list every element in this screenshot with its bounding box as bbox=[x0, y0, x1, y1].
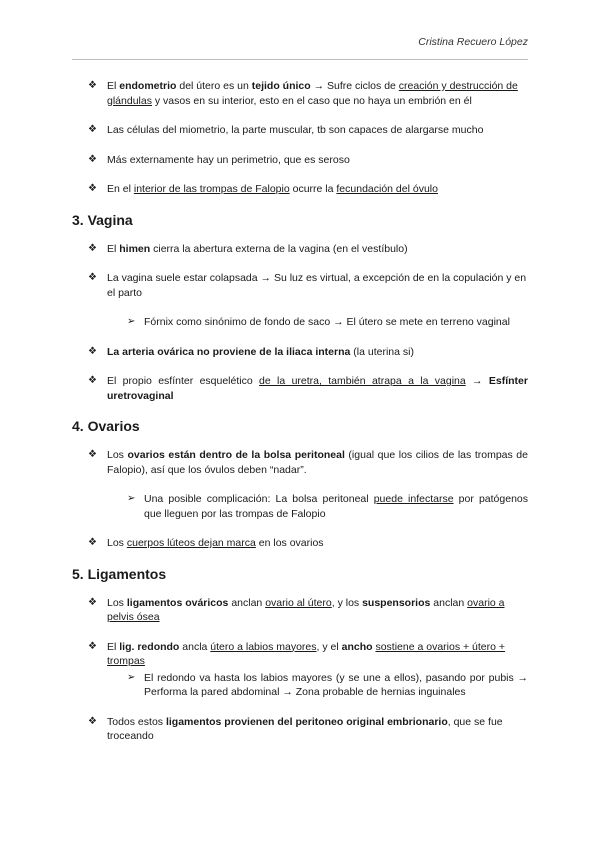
diamond-bullet-icon: ❖ bbox=[88, 449, 97, 460]
sub-list-item: ➢ Una posible complicación: La bolsa peritoneal puede infectarse por patógenos que lleguen por las trompas de Falopio bbox=[127, 493, 529, 520]
diamond-bullet-icon: ❖ bbox=[88, 537, 97, 548]
diamond-bullet-icon: ❖ bbox=[88, 345, 97, 357]
list-item: ❖ El himen cierra la abertura externa de la vagina (en el vestíbulo) bbox=[88, 242, 408, 255]
arrow-bullet-icon: ➢ bbox=[127, 493, 136, 504]
list-item: ❖ En el interior de las trompas de Falopio ocurre la fecundación del óvulo bbox=[88, 183, 438, 195]
list-item: ❖ Los ligamentos ováricos anclan ovario al útero, y los suspensorios anclan ovario a pelvis ósea bbox=[88, 596, 505, 623]
header-author: Cristina Recuero López bbox=[418, 36, 528, 48]
diamond-bullet-icon: ❖ bbox=[88, 375, 97, 386]
diamond-bullet-icon: ❖ bbox=[88, 596, 97, 608]
diamond-bullet-icon: ❖ bbox=[88, 715, 97, 727]
list-item: ❖ Los ovarios están dentro de la bolsa peritoneal (igual que los cilios de las trompas de Falopio), así que los óvulos deben “nadar”. bbox=[88, 449, 528, 476]
section-heading-ovarios: 4. Ovarios bbox=[72, 418, 140, 434]
list-item: ❖ Las células del miometrio, la parte muscular, tb son capaces de alargarse mucho bbox=[88, 124, 484, 136]
list-item: ❖ Todos estos ligamentos provienen del peritoneo original embrionario, que se fue troceando bbox=[88, 715, 503, 742]
list-item: ❖ El endometrio del útero es un tejido único → Sufre ciclos de creación y destrucción de glándulas y vasos en su interior, esto en el caso que no haya un embrión en él bbox=[88, 80, 518, 107]
sub-list-item: ➢ El redondo va hasta los labios mayores (y se une a ellos), pasando por pubis → Performa la pared abdominal → Zona probable de hernias inguinales bbox=[127, 671, 528, 698]
diamond-bullet-icon: ❖ bbox=[88, 640, 97, 652]
list-item: ❖ El lig. redondo ancla útero a labios mayores, y el ancho sostiene a ovarios + útero + trompas bbox=[88, 640, 506, 667]
diamond-bullet-icon: ❖ bbox=[88, 153, 97, 165]
diamond-bullet-icon: ❖ bbox=[88, 183, 97, 194]
diamond-bullet-icon: ❖ bbox=[88, 80, 97, 91]
list-item: ❖ La vagina suele estar colapsada → Su luz es virtual, a excepción de en la copulación y en el parto bbox=[88, 272, 527, 299]
list-item: ❖ Más externamente hay un perimetrio, que es seroso bbox=[88, 153, 350, 166]
section-heading-ligamentos: 5. Ligamentos bbox=[72, 565, 167, 582]
list-item: ❖ La arteria ovárica no proviene de la iliaca interna (la uterina si) bbox=[88, 345, 414, 358]
diamond-bullet-icon: ❖ bbox=[88, 124, 97, 135]
sub-list-item: ➢ Fórnix como sinónimo de fondo de saco → El útero se mete en terreno vaginal bbox=[127, 316, 510, 328]
arrow-bullet-icon: ➢ bbox=[127, 671, 136, 683]
page-content bbox=[72, 79, 528, 759]
diamond-bullet-icon: ❖ bbox=[88, 272, 97, 283]
list-item: ❖ Los cuerpos lúteos dejan marca en los ovarios bbox=[88, 537, 324, 549]
section-heading-vagina: 3. Vagina bbox=[72, 211, 133, 228]
list-item: ❖ El propio esfínter esquelético de la uretra, también atrapa a la vagina → Esfínter uretrovaginal bbox=[88, 375, 528, 402]
arrow-bullet-icon: ➢ bbox=[127, 316, 136, 327]
header-divider bbox=[72, 59, 528, 60]
diamond-bullet-icon: ❖ bbox=[88, 242, 97, 254]
